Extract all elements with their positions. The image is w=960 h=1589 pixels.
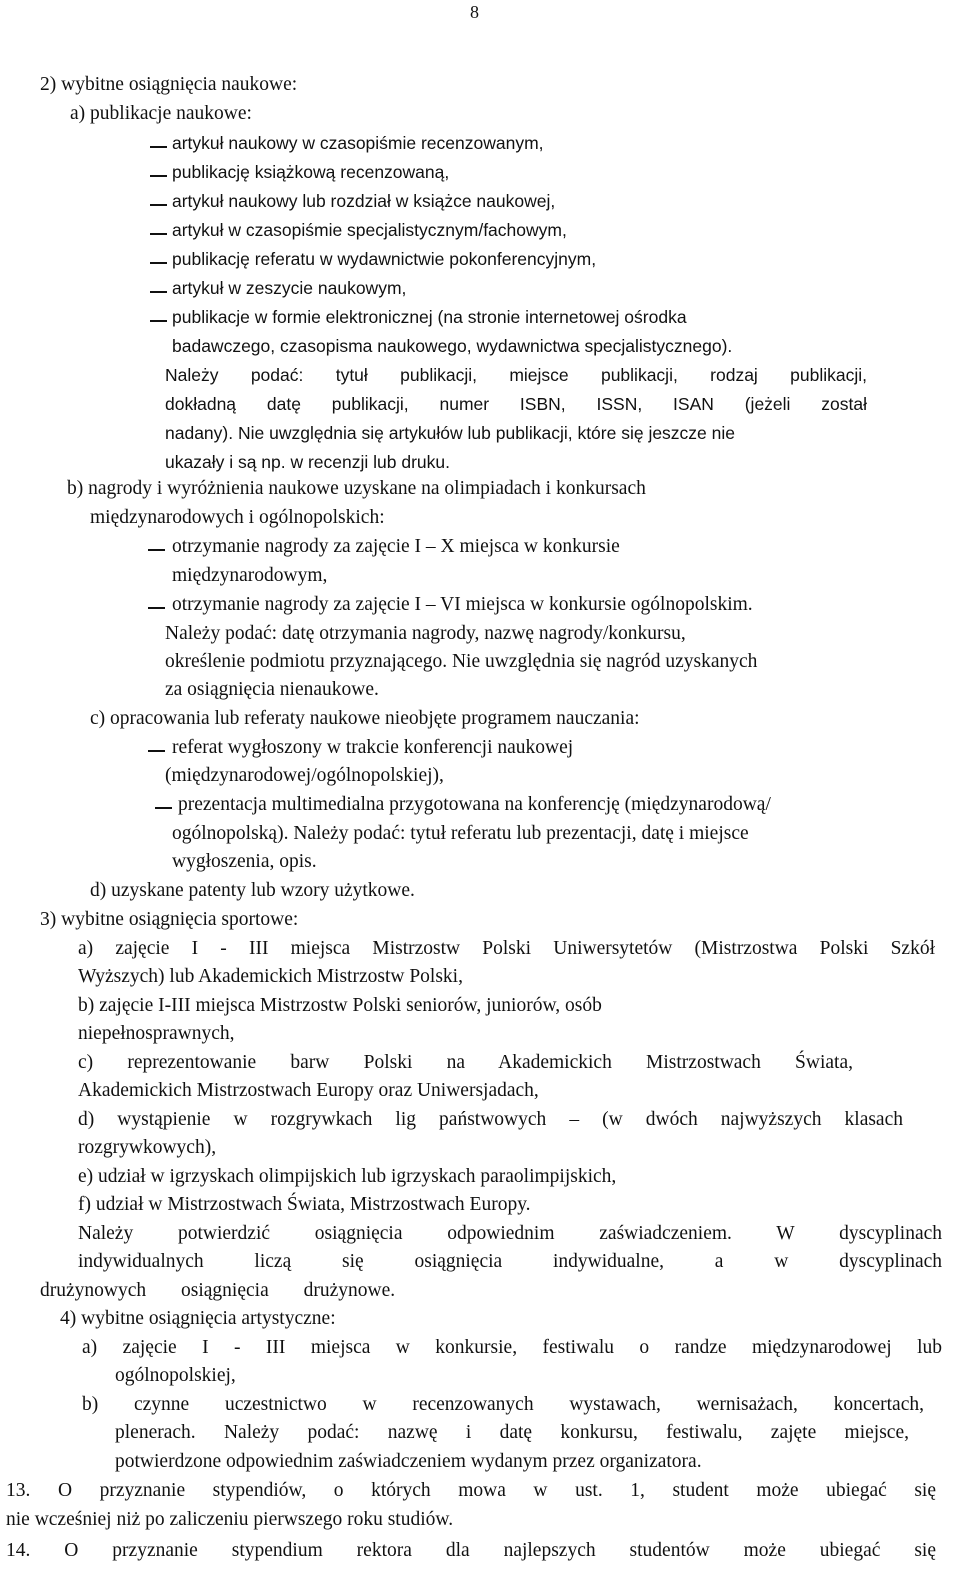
dash-bullet bbox=[155, 807, 172, 809]
subsection-heading: międzynarodowych i ogólnopolskich: bbox=[90, 507, 385, 528]
list-item: artykuł naukowy w czasopiśmie recenzowanym, bbox=[172, 133, 544, 153]
note-text: Należy podać: tytuł publikacji, miejsce publikacji, rodzaj publikacji, bbox=[165, 365, 867, 385]
note-text: ukazały i są np. w recenzji lub druku. bbox=[165, 452, 450, 472]
section-heading: 4) wybitne osiągnięcia artystyczne: bbox=[60, 1308, 336, 1329]
list-item: c) reprezentowanie barw Polski na Akademickich Mistrzostwach Świata, bbox=[78, 1052, 853, 1073]
dash-bullet bbox=[148, 750, 165, 752]
section-heading: 3) wybitne osiągnięcia sportowe: bbox=[40, 909, 299, 930]
list-item: prezentacja multimedialna przygotowana na konferencję (międzynarodową/ bbox=[178, 794, 771, 815]
list-item-continuation: wygłoszenia, opis. bbox=[172, 851, 317, 872]
subsection-heading: b) nagrody i wyróżnienia naukowe uzyskane na olimpiadach i konkursach bbox=[67, 478, 646, 499]
note-text: Należy potwierdzić osiągnięcia odpowiednim zaświadczeniem. W dyscyplinach bbox=[78, 1223, 942, 1244]
list-item: a) zajęcie I - III miejsca w konkursie, festiwalu o randze międzynarodowej lub bbox=[82, 1337, 942, 1358]
list-item-continuation: rozgrywkowych), bbox=[78, 1137, 217, 1158]
list-item-continuation: ogólnopolskiej, bbox=[115, 1365, 236, 1386]
dash-bullet bbox=[150, 233, 167, 235]
section-heading: 2) wybitne osiągnięcia naukowe: bbox=[40, 74, 298, 95]
dash-bullet bbox=[150, 291, 167, 293]
page-number: 8 bbox=[470, 2, 479, 22]
dash-bullet bbox=[150, 262, 167, 264]
list-item: e) udział w igrzyskach olimpijskich lub igrzyskach paraolimpijskich, bbox=[78, 1166, 617, 1187]
list-item: artykuł naukowy lub rozdział w książce naukowej, bbox=[172, 191, 556, 211]
subsection-heading: a) publikacje naukowe: bbox=[70, 103, 252, 124]
dash-bullet bbox=[150, 320, 167, 322]
dash-bullet bbox=[150, 175, 167, 177]
dash-bullet bbox=[150, 146, 167, 148]
list-item: publikację referatu w wydawnictwie pokonferencyjnym, bbox=[172, 249, 597, 269]
list-item: publikację książkową recenzowaną, bbox=[172, 162, 450, 182]
list-item: artykuł w czasopiśmie specjalistycznym/fachowym, bbox=[172, 220, 567, 240]
list-item-continuation: Wyższych) lub Akademickich Mistrzostw Polski, bbox=[78, 966, 463, 987]
list-item: b) czynne uczestnictwo w recenzowanych wystawach, wernisażach, koncertach, bbox=[82, 1394, 924, 1415]
dash-bullet bbox=[148, 549, 165, 551]
list-item: artykuł w zeszycie naukowym, bbox=[172, 278, 407, 298]
dash-bullet bbox=[150, 204, 167, 206]
note-text: dokładną datę publikacji, numer ISBN, ISSN, ISAN (jeżeli został bbox=[165, 394, 867, 414]
paragraph-13: 13. O przyznanie stypendiów, o których mowa w ust. 1, student może ubiegać się bbox=[6, 1480, 936, 1501]
list-item-continuation: międzynarodowym, bbox=[172, 565, 328, 586]
note-text: za osiągnięcia nienaukowe. bbox=[165, 679, 379, 700]
list-item-continuation: plenerach. Należy podać: nazwę i datę konkursu, festiwalu, zajęte miejsce, bbox=[115, 1422, 909, 1443]
list-item: d) wystąpienie w rozgrywkach lig państwowych – (w dwóch najwyższych klasach bbox=[78, 1109, 903, 1130]
note-text: indywidualnych liczą się osiągnięcia indywidualne, a w dyscyplinach bbox=[78, 1251, 942, 1272]
paragraph-13-continuation: nie wcześniej niż po zaliczeniu pierwszego roku studiów. bbox=[6, 1509, 454, 1530]
paragraph-14: 14. O przyznanie stypendium rektora dla najlepszych studentów może ubiegać się bbox=[6, 1540, 936, 1561]
list-item-continuation: (międzynarodowej/ogólnopolskiej), bbox=[165, 765, 444, 786]
list-item-continuation: Akademickich Mistrzostwach Europy oraz Uniwersjadach, bbox=[78, 1080, 539, 1101]
subsection-heading: c) opracowania lub referaty naukowe nieobjęte programem nauczania: bbox=[90, 708, 640, 729]
list-item-continuation: niepełnosprawnych, bbox=[78, 1023, 235, 1044]
list-item: a) zajęcie I - III miejsca Mistrzostw Polski Uniwersytetów (Mistrzostwa Polski Szkół bbox=[78, 938, 935, 959]
list-item: otrzymanie nagrody za zajęcie I – X miejsca w konkursie bbox=[172, 536, 620, 557]
list-item: f) udział w Mistrzostwach Świata, Mistrzostwach Europy. bbox=[78, 1194, 531, 1215]
list-item: otrzymanie nagrody za zajęcie I – VI miejsca w konkursie ogólnopolskim. bbox=[172, 594, 753, 615]
note-text: nadany). Nie uwzględnia się artykułów lub publikacji, które się jeszcze nie bbox=[165, 423, 736, 443]
list-item-continuation: badawczego, czasopisma naukowego, wydawnictwa specjalistycznego). bbox=[172, 336, 733, 356]
list-item-continuation: potwierdzone odpowiednim zaświadczeniem wydanym przez organizatora. bbox=[115, 1451, 702, 1472]
list-item: b) zajęcie I-III miejsca Mistrzostw Polski seniorów, juniorów, osób bbox=[78, 995, 602, 1016]
dash-bullet bbox=[148, 607, 165, 609]
note-text: określenie podmiotu przyznającego. Nie uwzględnia się nagród uzyskanych bbox=[165, 651, 758, 672]
list-item-continuation: ogólnopolską). Należy podać: tytuł referatu lub prezentacji, datę i miejsce bbox=[172, 823, 749, 844]
note-text: Należy podać: datę otrzymania nagrody, nazwę nagrody/konkursu, bbox=[165, 623, 686, 644]
note-text: drużynowych osiągnięcia drużynowe. bbox=[40, 1280, 396, 1301]
list-item: referat wygłoszony w trakcie konferencji naukowej bbox=[172, 737, 574, 758]
subsection-heading: d) uzyskane patenty lub wzory użytkowe. bbox=[90, 880, 415, 901]
list-item: publikacje w formie elektronicznej (na stronie internetowej ośrodka bbox=[172, 307, 687, 327]
